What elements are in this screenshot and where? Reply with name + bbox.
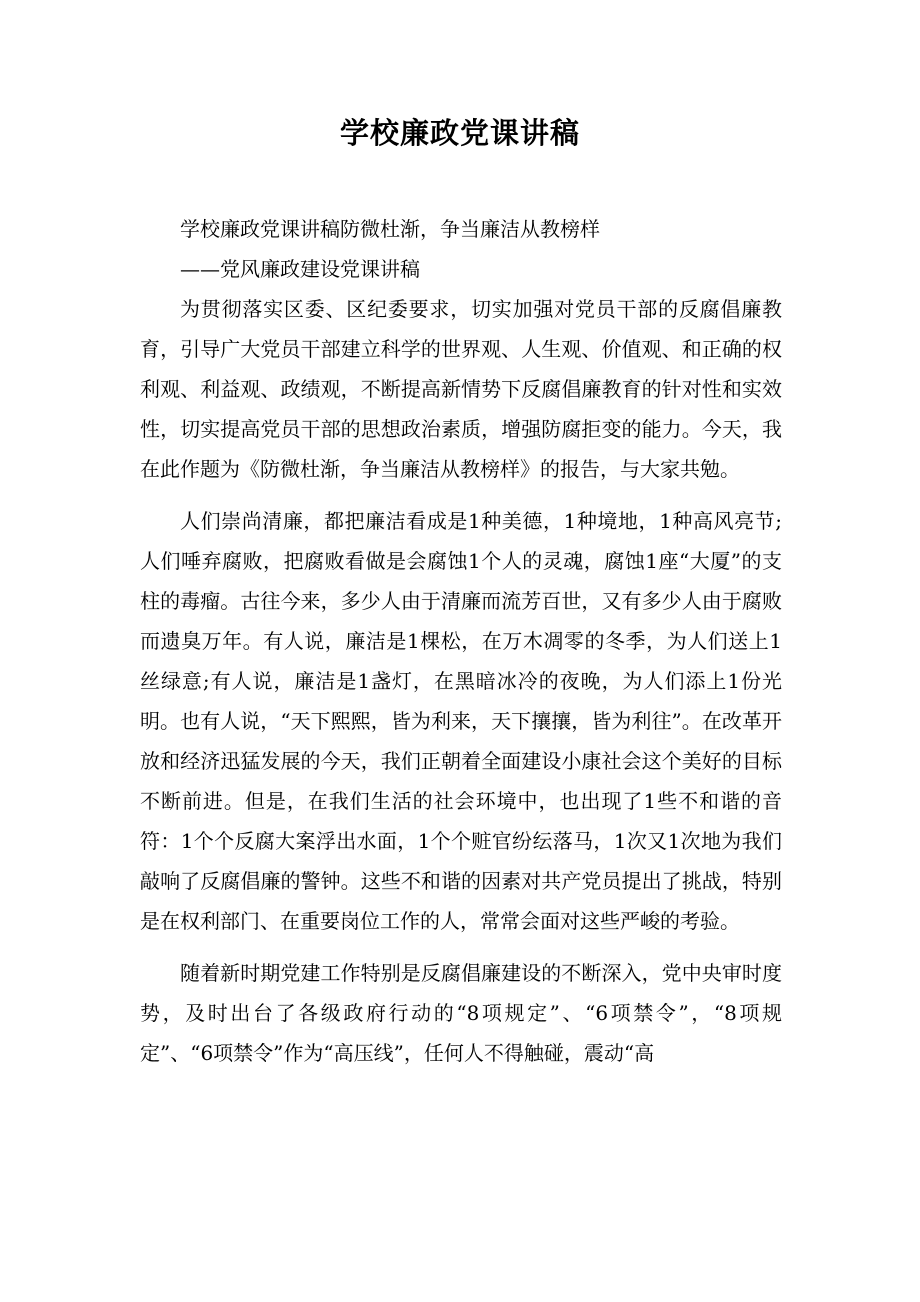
- paragraph: 随着新时期党建工作特别是反腐倡廉建设的不断深入，党中央审时度势，及时出台了各级政府行动的“8项规定”、“6项禁令”，“8项规定”、“6项禁令”作为“高压线”，任何人不得触碰，震动“高: [140, 961, 782, 1065]
- page-title: 学校廉政党课讲稿: [339, 116, 580, 150]
- document-body: [140, 209, 782, 1073]
- paragraph: 为贯彻落实区委、区纪委要求，切实加强对党员干部的反腐倡廉教育，引导广大党员干部建立科学的世界观、人生观、价值观、和正确的权利观、利益观、政绩观，不断提高新情势下反腐倡廉教育的针对性和实效性，切实提高党员干部的思想政治素质，增强防腐拒变的能力。今天，我在此作题为《防微杜渐，争当廉洁从教榜样》的报告，与大家共勉。: [140, 297, 782, 481]
- paragraph: 人们崇尚清廉，都把廉洁看成是1种美德，1种境地，1种高风亮节;人们唾弃腐败，把腐败看做是会腐蚀1个人的灵魂，腐蚀1座“大厦”的支柱的毒瘤。古往今来，多少人由于清廉而流芳百世，又有多少人由于腐败而遗臭万年。有人说，廉洁是1棵松，在万木凋零的冬季，为人们送上1丝绿意;有人说，廉洁是1盏灯，在黑暗冰冷的夜晚，为人们添上1份光明。也有人说，“天下熙熙，皆为利来，天下攘攘，皆为利往”。在改革开放和经济迅猛发展的今天，我们正朝着全面建设小康社会这个美好的目标不断前进。但是，在我们生活的社会环境中，也出现了1些不和谐的音符：1个个反腐大案浮出水面，1个个赃官纷纭落马，1次又1次地为我们敲响了反腐倡廉的警钟。这些不和谐的因素对共产党员提出了挑战，特别是在权利部门、在重要岗位工作的人，常常会面对这些严峻的考验。: [140, 509, 782, 933]
- byline: ——党风廉政建设党课讲稿: [180, 257, 420, 281]
- subtitle: 学校廉政党课讲稿防微杜渐，争当廉洁从教榜样: [180, 217, 600, 241]
